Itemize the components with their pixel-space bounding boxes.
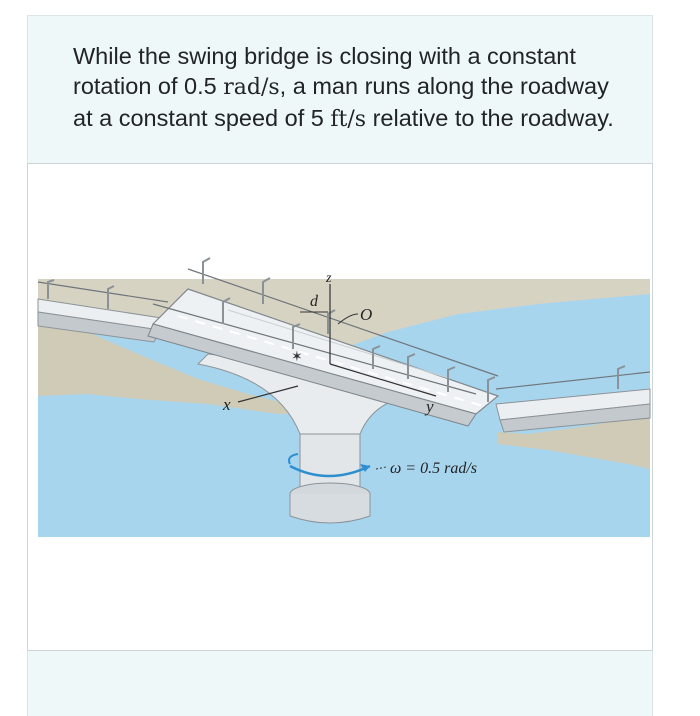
- unit-ft-per-s: ft/s: [330, 107, 367, 132]
- problem-text-part-1: While the swing bridge is closing with a constant rotation of 0.5: [73, 43, 576, 99]
- bridge-illustration: [28, 164, 653, 651]
- problem-text-part-3: relative to the roadway.: [366, 105, 614, 131]
- origin-label: O: [360, 305, 373, 324]
- angular-velocity-label: ω = 0.5 rad/s: [390, 460, 477, 477]
- problem-statement: [73, 41, 633, 135]
- runner-marker: ✶: [291, 348, 303, 364]
- unit-rad-per-s: rad/s: [223, 75, 280, 100]
- pier-base: [290, 494, 370, 523]
- x-axis-label: x: [223, 395, 231, 414]
- d-label: d: [310, 293, 318, 310]
- z-axis-label: z: [326, 271, 332, 286]
- y-axis-label: y: [426, 397, 434, 416]
- swing-bridge-figure: [27, 163, 653, 651]
- problem-text-part-2: , a man runs along the roadway at a constant speed of 5: [73, 73, 609, 131]
